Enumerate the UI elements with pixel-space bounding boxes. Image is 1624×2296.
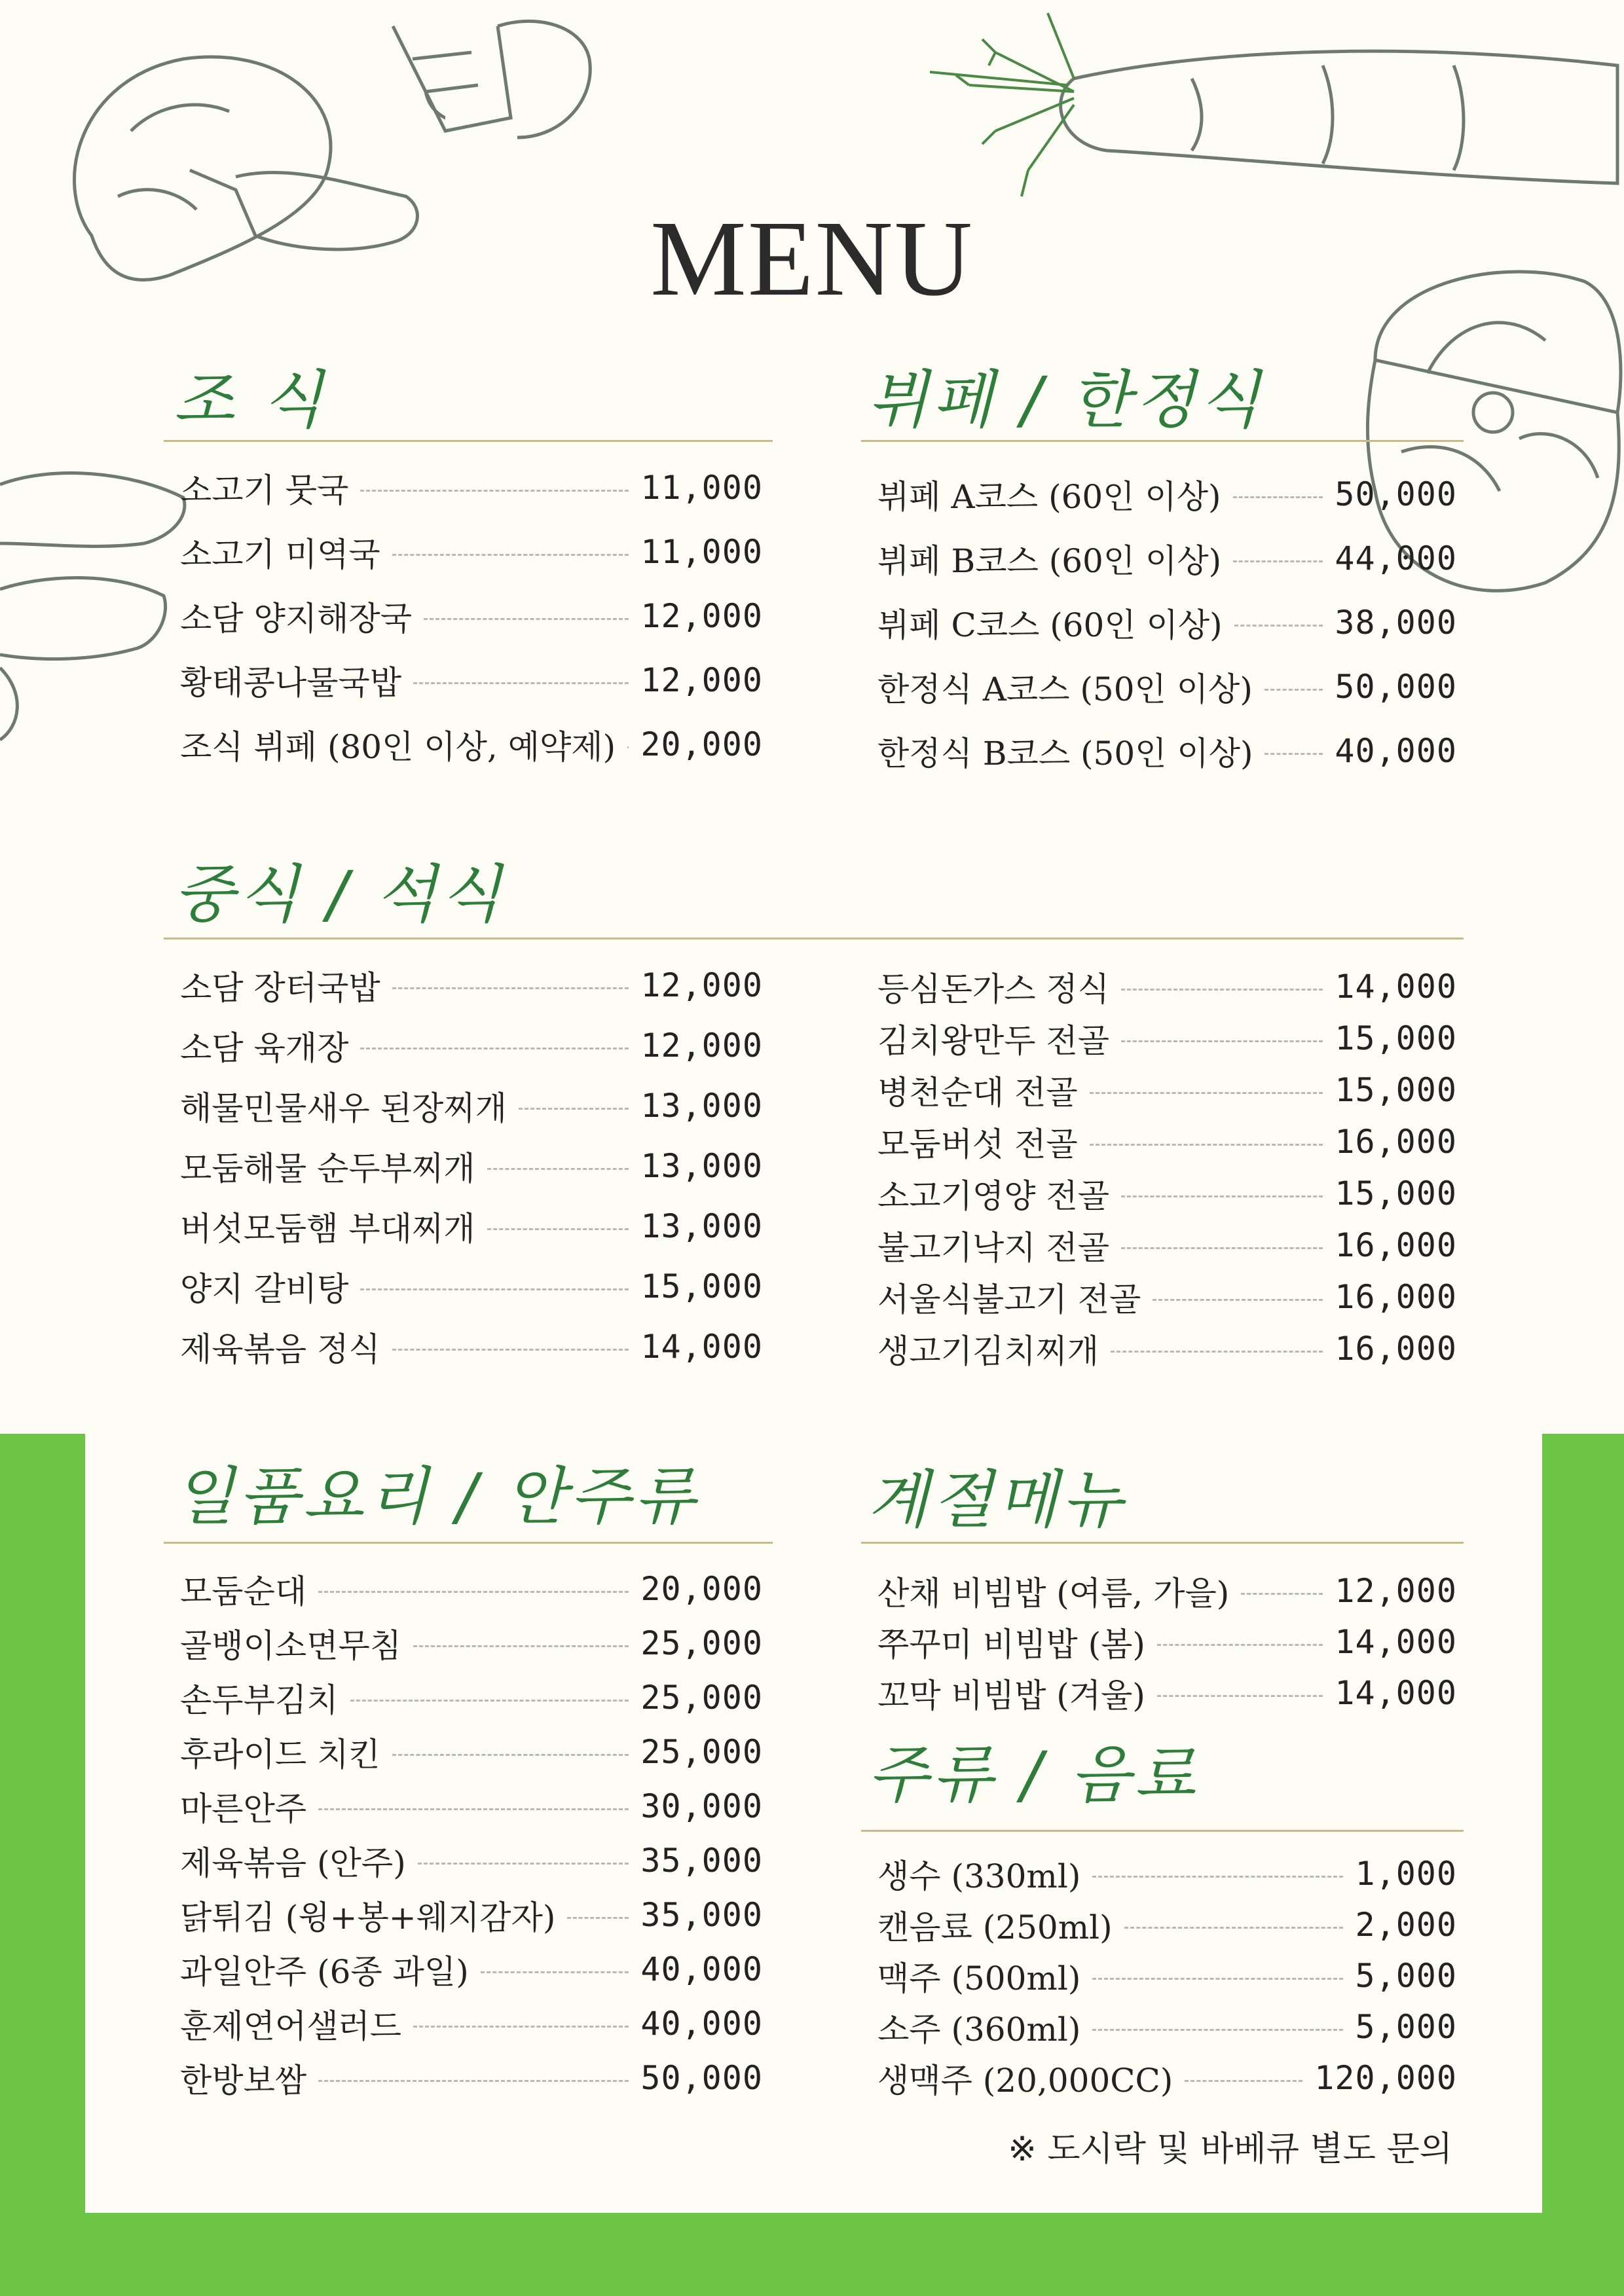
item-price: 1,000 [1355,1855,1457,1893]
item-price: 16,000 [1335,1330,1457,1368]
menu-item [877,1568,1457,1614]
dot-leader [1121,1247,1323,1249]
menu-item [877,1274,1457,1320]
dot-leader [360,490,629,492]
item-name: 쭈꾸미 비빔밥 (봄) [877,1626,1145,1664]
menu-item [877,1851,1457,1897]
dot-leader [1157,1644,1323,1646]
dot-leader [1121,1195,1323,1197]
section-title-lunch-dinner: 중식 / 석식 [174,858,506,931]
item-price: 14,000 [1335,1623,1457,1661]
item-price: 5,000 [1355,1957,1457,1995]
dot-leader [1185,2080,1302,2082]
menu-item [877,1222,1457,1268]
dot-leader [1153,1299,1323,1301]
item-name: 맥주 (500ml) [877,1959,1081,1997]
menu-item [180,2001,763,2047]
dot-leader [392,987,629,989]
menu-item [877,1902,1457,1948]
item-price: 50,000 [1335,475,1457,513]
dot-leader [392,1754,629,1756]
item-name: 뷔페 A코스 (60인 이상) [877,478,1221,516]
menu-item [180,1838,763,1884]
item-name: 불고기낙지 전골 [877,1229,1109,1267]
dot-leader [627,746,629,748]
menu-item [180,465,763,511]
item-name: 소담 양지해장국 [180,600,412,638]
item-name: 소담 육개장 [180,1029,349,1067]
item-name: 모둠버섯 전골 [877,1125,1078,1163]
dot-leader [1121,1040,1323,1042]
section-title-seasonal: 계절메뉴 [868,1463,1126,1537]
item-name: 한방보쌈 [180,2062,307,2100]
item-name: 생수 (330ml) [877,1857,1081,1895]
dot-leader [360,1288,629,1290]
item-name: 생고기김치찌개 [877,1332,1099,1370]
menu-item [877,1953,1457,1999]
dot-leader [487,1228,629,1230]
item-name: 산채 비빔밥 (여름, 가을) [877,1575,1230,1613]
item-price: 14,000 [1335,1674,1457,1712]
pepper-sketch-icon [0,445,196,746]
dot-leader [413,682,629,684]
item-name: 제육볶음 (안주) [180,1844,406,1882]
item-price: 30,000 [640,1787,763,1825]
item-price: 25,000 [640,1679,763,1717]
item-price: 25,000 [640,1733,763,1771]
menu-item [180,1324,763,1370]
item-price: 11,000 [640,469,763,507]
item-name: 마른안주 [180,1790,307,1828]
dot-leader [1233,560,1323,562]
menu-item [180,1892,763,1938]
section-title-drinks: 주류 / 음료 [868,1738,1200,1812]
menu-item [877,664,1457,710]
menu-item [180,1264,763,1309]
item-price: 20,000 [640,1570,763,1608]
item-name: 한정식 A코스 (50인 이상) [877,670,1253,708]
menu-item [877,1067,1457,1113]
item-name: 해물민물새우 된장찌개 [180,1089,507,1127]
menu-item [180,721,763,767]
menu-item [180,1083,763,1129]
dot-leader [392,554,629,556]
item-name: 병천순대 전골 [877,1074,1078,1112]
item-name: 소고기 뭇국 [180,471,349,509]
menu-item [180,1023,763,1068]
mushroom-stem-sketch-icon [367,0,616,170]
item-price: 35,000 [640,1842,763,1880]
dot-leader [1121,989,1323,991]
item-price: 12,000 [640,1027,763,1065]
menu-item [877,728,1457,774]
item-name: 버섯모둠햄 부대찌개 [180,1210,475,1248]
item-name: 뷔페 B코스 (60인 이상) [877,542,1222,580]
dot-leader [413,2026,629,2028]
section-title-breakfast: 조 식 [174,363,327,437]
section-divider-dishes [164,1542,773,1544]
section-divider-seasonal [861,1542,1464,1544]
dot-leader [1092,2029,1343,2031]
item-name: 조식 뷔페 (80인 이상, 예약제) [180,728,616,766]
section-divider-drinks [861,1830,1464,1832]
dot-leader [481,1971,629,1973]
dot-leader [1234,625,1323,627]
item-price: 11,000 [640,533,763,571]
menu-item [877,1171,1457,1216]
menu-item [180,2055,763,2101]
dot-leader [318,2080,629,2082]
dot-leader [413,1645,629,1647]
item-price: 12,000 [640,661,763,699]
item-price: 14,000 [640,1328,763,1366]
dot-leader [424,618,629,620]
menu-item [180,1946,763,1992]
menu-item [180,962,763,1008]
menu-item [180,1729,763,1775]
menu-item [877,471,1457,517]
item-name: 손두부김치 [180,1681,339,1719]
menu-item [877,1326,1457,1372]
menu-item [877,1015,1457,1061]
dot-leader [1092,1978,1343,1980]
item-price: 120,000 [1314,2059,1457,2097]
item-name: 등심돈가스 정식 [877,970,1109,1008]
menu-item [180,1783,763,1829]
item-name: 훈제연어샐러드 [180,2007,402,2045]
item-price: 5,000 [1355,2008,1457,2046]
item-name: 생맥주 (20,000CC) [877,2062,1173,2100]
menu-item [877,1119,1457,1165]
dot-leader [519,1108,629,1110]
item-price: 16,000 [1335,1226,1457,1264]
inquiry-note: ※ 도시락 및 바베큐 별도 문의 [1008,2130,1452,2169]
item-name: 모둠순대 [180,1573,307,1611]
section-title-dishes: 일품요리 / 안주류 [174,1460,699,1533]
menu-item [877,2055,1457,2101]
item-price: 35,000 [640,1896,763,1934]
item-name: 양지 갈비탕 [180,1270,349,1308]
item-price: 16,000 [1335,1278,1457,1316]
dot-leader [1264,689,1323,691]
dot-leader [318,1591,629,1593]
item-price: 2,000 [1355,1906,1457,1944]
item-price: 38,000 [1335,604,1457,642]
item-name: 한정식 B코스 (50인 이상) [877,735,1253,773]
item-name: 소고기 미역국 [180,536,380,574]
menu-item [877,1619,1457,1665]
item-price: 13,000 [640,1207,763,1245]
item-name: 소담 장터국밥 [180,969,380,1007]
item-name: 김치왕만두 전골 [877,1022,1109,1060]
dot-leader [567,1917,629,1919]
menu-item [180,1203,763,1249]
item-name: 뷔페 C코스 (60인 이상) [877,606,1223,644]
item-price: 44,000 [1335,539,1457,577]
menu-item [877,2004,1457,2050]
menu-item [180,657,763,703]
item-price: 20,000 [640,725,763,763]
dot-leader [1090,1144,1323,1146]
item-price: 14,000 [1335,968,1457,1006]
menu-item [877,600,1457,646]
menu-item [180,1143,763,1189]
item-price: 13,000 [640,1087,763,1125]
item-name: 소주 (360ml) [877,2011,1081,2049]
item-price: 50,000 [640,2059,763,2097]
item-name: 모둠해물 순두부찌개 [180,1150,475,1188]
item-name: 과일안주 (6종 과일) [180,1953,469,1991]
dot-leader [1157,1695,1323,1697]
item-price: 40,000 [1335,732,1457,770]
dot-leader [1233,496,1323,498]
dot-leader [1092,1876,1343,1878]
menu-item [877,1670,1457,1716]
item-price: 15,000 [640,1267,763,1305]
dot-leader [350,1700,629,1702]
item-price: 15,000 [1335,1071,1457,1109]
item-name: 황태콩나물국밥 [180,664,402,702]
item-price: 13,000 [640,1147,763,1185]
menu-item [180,593,763,639]
item-name: 소고기영양 전골 [877,1177,1109,1215]
dot-leader [1124,1927,1344,1929]
menu-title: MENU [650,198,974,318]
item-price: 40,000 [640,1950,763,1988]
dot-leader [1241,1593,1323,1595]
menu-item [180,1620,763,1666]
dot-leader [487,1168,629,1170]
dot-leader [1111,1351,1323,1353]
dot-leader [1264,753,1323,755]
menu-item [877,536,1457,581]
item-price: 25,000 [640,1624,763,1662]
section-divider-breakfast [164,440,773,442]
menu-item [180,1566,763,1612]
dot-leader [392,1349,629,1351]
dot-leader [1090,1092,1323,1094]
item-name: 꼬막 비빔밥 (겨울) [877,1677,1145,1715]
item-price: 12,000 [1335,1572,1457,1610]
menu-item [180,529,763,575]
section-divider-buffet [861,440,1464,442]
section-divider-lunch-dinner [164,938,1464,939]
item-price: 12,000 [640,966,763,1004]
dot-leader [418,1863,629,1865]
item-name: 캔음료 (250ml) [877,1908,1113,1946]
item-name: 서울식불고기 전골 [877,1281,1141,1319]
dot-leader [318,1808,629,1810]
item-price: 15,000 [1335,1019,1457,1057]
item-price: 12,000 [640,597,763,635]
item-name: 닭튀김 (윙+봉+웨지감자) [180,1899,556,1937]
menu-item [180,1675,763,1721]
item-price: 15,000 [1335,1175,1457,1212]
item-name: 제육볶음 정식 [180,1330,380,1368]
item-name: 골뱅이소면무침 [180,1627,402,1665]
menu-item [877,964,1457,1010]
dot-leader [360,1048,629,1049]
item-price: 16,000 [1335,1123,1457,1161]
section-title-buffet: 뷔페 / 한정식 [868,363,1264,437]
item-price: 40,000 [640,2005,763,2043]
item-name: 후라이드 치킨 [180,1736,380,1774]
item-price: 50,000 [1335,668,1457,706]
